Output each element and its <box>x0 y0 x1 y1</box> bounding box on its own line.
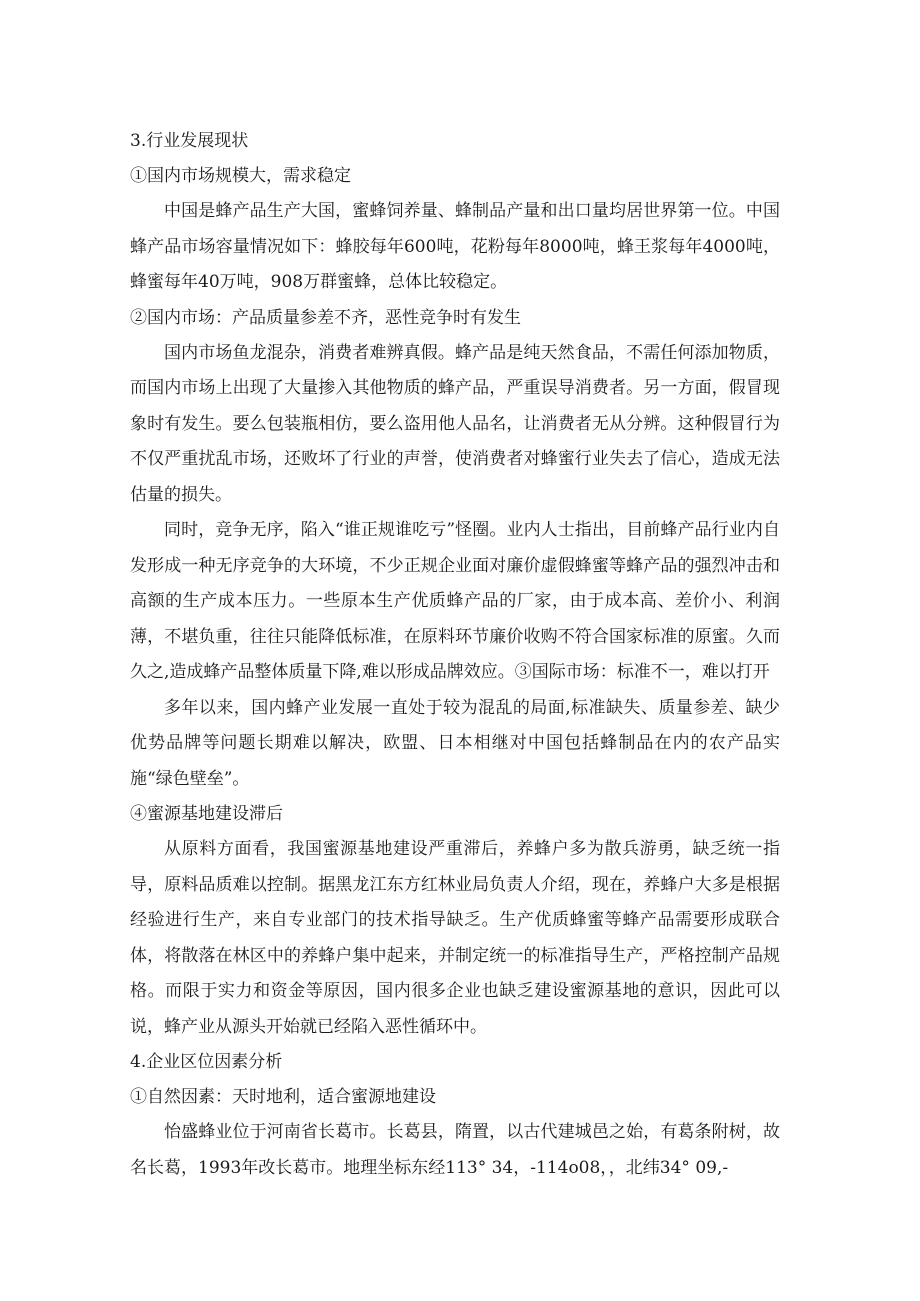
paragraph-company-location: 怡盛蜂业位于河南省长葛市。长葛县，隋置，以古代建城邑之始，有葛条附树，故名长葛，1993年改长葛市。地理坐标东经113° 34，-114o08，，北纬34° 09,- <box>130 1122 780 1178</box>
subheading-quality-competition: ②国内市场：产品质量参差不齐，恶性竞争时有发生 <box>130 307 521 328</box>
paragraph-market-capacity: 中国是蜂产品生产大国，蜜蜂饲养量、蜂制品产量和出口量均居世界第一位。中国蜂产品市场容量情况如下：蜂胶每年600吨，花粉每年8000吨，蜂王浆每年4000吨，蜂蜜每年40万吨，908万群蜜蜂，总体比较稳定。 <box>130 201 780 292</box>
paragraph-nectar-base-lag: 从原料方面看，我国蜜源基地建设严重滞后，养蜂户多为散兵游勇，缺乏统一指导，原料品质难以控制。据黑龙江东方红林业局负责人介绍，现在，养蜂户大多是根据经验进行生产，来自专业部门的技术指导缺乏。生产优质蜂蜜等蜂产品需要形成联合体，将散落在林区中的养蜂户集中起来，并制定统一的标准指导生产，严格控制产品规格。而限于实力和资金等原因，国内很多企业也缺乏建设蜜源基地的意识，因此可以说，蜂产业从源头开始就已经陷入恶性循环中。 <box>130 839 780 1037</box>
document-body <box>130 124 780 1186</box>
subheading-nectar-base: ④蜜源基地建设滞后 <box>130 804 283 824</box>
section-heading-location-factors: 4.企业区位因素分析 <box>130 1052 283 1072</box>
subheading-domestic-market-scale: ①国内市场规模大，需求稳定 <box>130 166 351 186</box>
subheading-natural-factors: ①自然因素：天时地利，适合蜜源地建设 <box>130 1087 436 1107</box>
paragraph-market-confusion: 国内市场鱼龙混杂，消费者难辨真假。蜂产品是纯天然食品，不需任何添加物质，而国内市场上出现了大量掺入其他物质的蜂产品，严重误导消费者。另一方面，假冒现象时有发生。要么包装瓶相仿，要么盗用他人品名，让消费者无从分辨。这种假冒行为不仅严重扰乱市场，还败坏了行业的声誉，使消费者对蜂蜜行业失去了信心，造成无法估量的损失。 <box>130 342 780 505</box>
paragraph-international-barriers: 多年以来，国内蜂产业发展一直处于较为混乱的局面,标准缺失、质量参差、缺少优势品牌等问题长期难以解决，欧盟、日本相继对中国包括蜂制品在内的农产品实施“绿色壁垒”。 <box>130 697 780 789</box>
section-heading-industry-status: 3.行业发展现状 <box>130 131 249 151</box>
paragraph-disorderly-competition: 同时，竞争无序，陷入“谁正规谁吃亏”怪圈。业内人士指出，目前蜂产品行业内自发形成一种无序竞争的大环境，不少正规企业面对廉价虚假蜂蜜等蜂产品的强烈冲击和高额的生产成本压力。一些原本生产优质蜂产品的厂家，由于成本高、差价小、利润薄，不堪负重，往往只能降低标准，在原料环节廉价收购不符合国家标准的原蜜。久而久之,造成蜂产品整体质量下降,难以形成品牌效应。③国际市场：标准不一，难以打开 <box>130 520 780 682</box>
